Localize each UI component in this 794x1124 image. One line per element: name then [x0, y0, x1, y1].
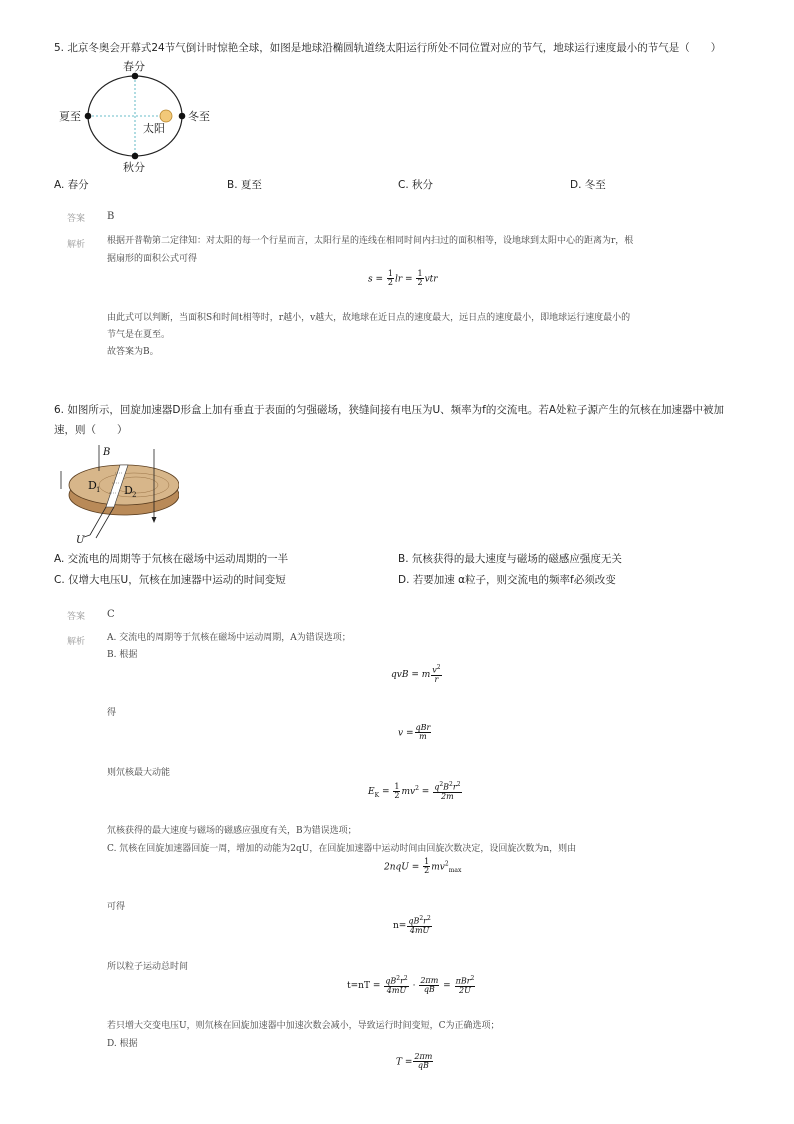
q6-option-a[interactable]: A. 交流电的周期等于氘核在磁场中运动周期的一半 [54, 553, 289, 565]
formula-lorentz: qvB = m $\frac{v^2}{r}$ [391, 664, 441, 685]
q6-analysis-tag: 解析 [67, 637, 86, 647]
q6-option-d[interactable]: D. 若要加速 α粒子，则交流电的频率f必须改变 [398, 574, 616, 586]
autumn-point [132, 153, 139, 160]
q5-option-a[interactable]: A. 春分 [54, 179, 89, 191]
f-mid: lr = [395, 274, 413, 285]
label-d2-sub: 2 [132, 491, 137, 499]
label-u: U [76, 535, 85, 545]
q5-analysis-line5: 故答案为B。 [107, 347, 159, 357]
summer-point [85, 113, 92, 120]
q6-answer-tag: 答案 [67, 612, 86, 622]
q5-option-d[interactable]: D. 冬至 [570, 179, 606, 191]
q6-b-conclusion: 氘核获得的最大速度与磁场的磁感应强度有关，B为错误选项； [107, 826, 357, 836]
f-tail: vtr [424, 274, 438, 285]
spring-point [132, 73, 139, 80]
formula-revolutions: n= $\frac{qB^2r^2}{4mU}$ [393, 915, 431, 936]
label-b: B [103, 447, 111, 458]
q6-de: 得 [107, 708, 117, 718]
q5-analysis-line2: 据扇形的面积公式可得 [107, 254, 198, 264]
field-arrow [152, 517, 157, 523]
q6-line-b: B. 根据 [107, 650, 138, 660]
label-d2: D [124, 484, 133, 497]
question-5-stem: 5. 北京冬奥会开幕式24节气倒计时惊艳全球，如图是地球沿椭圆轨道绕太阳运行所处不同位置对应的节气，地球运行速度最小的节气是（ ） [54, 42, 722, 54]
formula-kinetic-energy: $E_K$ = $\frac{1}{2}$ $mv^2$ = $\frac{q^2B^2r^2}{2m}$ [368, 781, 461, 802]
q6-option-c[interactable]: C. 仅增大电压U，氘核在加速器中运动的时间变短 [54, 574, 286, 586]
formula-velocity: v = $\frac{\text{qBr}}{m}$ [398, 723, 431, 742]
orbit-diagram [55, 60, 225, 172]
label-winter: 冬至 [188, 110, 210, 123]
q5-formula-area [368, 270, 438, 288]
label-summer: 夏至 [59, 110, 81, 123]
cyclotron-svg [54, 443, 179, 545]
q6-suoyi: 所以粒子运动总时间 [107, 962, 189, 972]
q6-line-a: A. 交流电的周期等于氘核在磁场中运动周期，A为错误选项； [107, 633, 351, 643]
q5-option-c[interactable]: C. 秋分 [398, 179, 434, 191]
q5-analysis-line3: 由此式可以判断，当面积S和时间t相等时，r越小，v越大，故地球在近日点的速度最大，远日点的速度最小，即地球运行速度最小的 [107, 313, 631, 323]
q5-answer-tag: 答案 [67, 214, 86, 224]
label-d1-sub: 1 [96, 486, 101, 494]
f-lhs: s = [368, 274, 384, 285]
q5-analysis-line4: 节气是在夏至。 [107, 330, 171, 340]
question-6-stem-line1: 6. 如图所示，回旋加速器D形盒上加有垂直于表面的匀强磁场，狭缝间接有电压为U、频率为f的交流电。若A处粒子源产生的氘核在加速器中被加 [54, 404, 725, 416]
winter-point [179, 113, 186, 120]
q6-line-c: C. 氘核在回旋加速器回旋一周，增加的动能为2qU，在回旋加速器中运动时间由回旋次数决定，设回旋次数为n，则由 [107, 844, 577, 854]
q5-answer: B [107, 211, 115, 222]
q5-analysis-line1: 根据开普勒第二定律知：对太阳的每一个行星而言，太阳行星的连线在相同时间内扫过的面积相等，设地球到太阳中心的距离为r，根 [107, 236, 634, 246]
formula-total-time: t=nT = $\frac{qB^2r^2}{4mU}$ · $\frac{2\pi m}{qB}$ = $\frac{\pi Br^2}{2U}$ [347, 975, 475, 996]
formula-period: T = $\frac{2\pi m}{qB}$ [396, 1052, 433, 1071]
question-6-stem-line2: 速，则（ ） [54, 424, 128, 436]
label-spring: 春分 [123, 60, 145, 73]
q6-answer: C [107, 609, 115, 620]
lead-end [84, 535, 90, 537]
label-sun: 太阳 [143, 122, 165, 135]
q6-kede: 可得 [107, 902, 126, 912]
formula-energy-gain: 2nqU = $\frac{1}{2}$ $mv^2_{max}$ [384, 857, 462, 876]
cyclotron-diagram [54, 443, 179, 545]
orbit-svg [55, 60, 225, 172]
q6-ze: 则氘核最大动能 [107, 768, 171, 778]
label-autumn: 秋分 [123, 161, 145, 172]
q6-line-d: D. 根据 [107, 1039, 138, 1049]
f-frac: $\frac{1}{2}$ [387, 269, 393, 288]
f-frac2: $\frac{1}{2}$ [417, 269, 423, 288]
q6-option-b[interactable]: B. 氘核获得的最大速度与磁场的磁感应强度无关 [398, 553, 622, 565]
q5-analysis-tag: 解析 [67, 240, 86, 250]
sun-icon [160, 110, 172, 122]
q6-c-conclusion: 若只增大交变电压U，则氘核在回旋加速器中加速次数会减小，导致运行时间变短，C为正确选项； [107, 1021, 500, 1031]
label-d1: D [88, 479, 97, 492]
q5-option-b[interactable]: B. 夏至 [227, 179, 262, 191]
